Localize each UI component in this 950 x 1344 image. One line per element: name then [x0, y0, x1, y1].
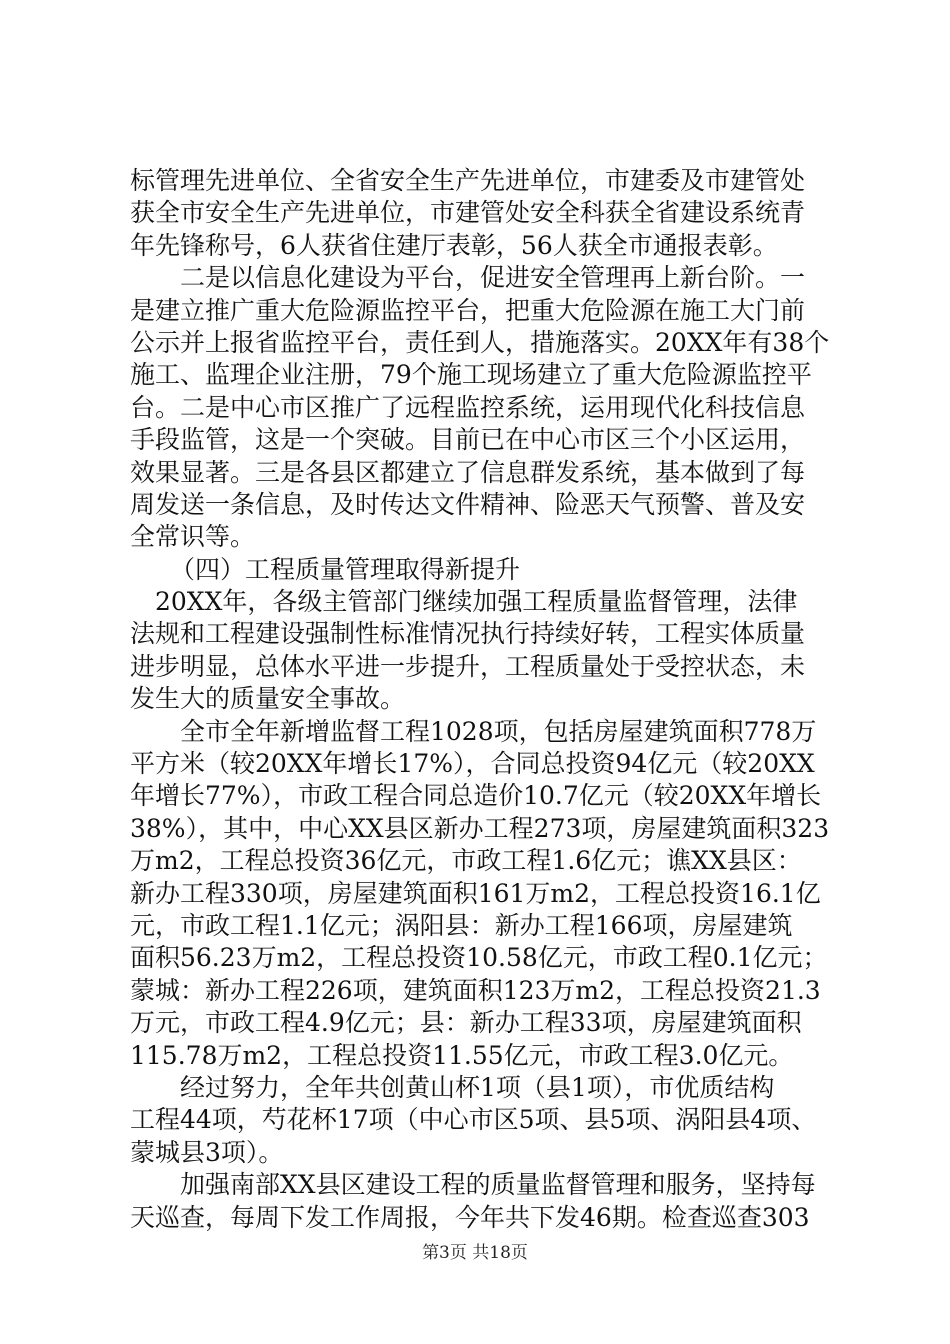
- text-line: 台。二是中心市区推广了远程监控系统，运用现代化科技信息: [130, 392, 806, 422]
- text-line: 万m2，工程总投资36亿元，市政工程1.6亿元；谯XX县区：: [130, 846, 802, 876]
- section-heading: （四）工程质量管理取得新提升: [170, 554, 521, 584]
- text-line: 全市全年新增监督工程1028项，包括房屋建筑面积778万: [180, 716, 817, 746]
- text-line: 经过努力，全年共创黄山杯1项（县1项），市优质结构: [180, 1072, 775, 1102]
- text-line: 周发送一条信息，及时传达文件精神、险恶天气预警、普及安: [130, 489, 806, 519]
- text-line: 效果显著。三是各县区都建立了信息群发系统，基本做到了每: [130, 457, 806, 487]
- page-footer: [0, 1242, 950, 1264]
- page-number: 第3页 共18页: [422, 1243, 528, 1263]
- text-line: 二是以信息化建设为平台，促进安全管理再上新台阶。一: [180, 263, 806, 293]
- text-line: 平方米（较20XX年增长17%），合同总投资94亿元（较20XX: [130, 749, 815, 779]
- text-line: 万元，市政工程4.9亿元；县：新办工程33项，房屋建筑面积: [130, 1008, 802, 1038]
- document-body: [130, 165, 830, 1234]
- text-line: 工程44项，芍花杯17项（中心市区5项、县5项、涡阳县4项、: [130, 1105, 817, 1135]
- text-line: 是建立推广重大危险源监控平台，把重大危险源在施工大门前: [130, 295, 806, 325]
- text-line: 蒙城：新办工程226项，建筑面积123万m2，工程总投资21.3: [130, 975, 821, 1005]
- text-line: 进步明显，总体水平进一步提升，工程质量处于受控状态，未: [130, 651, 806, 681]
- text-line: 年增长77%），市政工程合同总造价10.7亿元（较20XX年增长: [130, 781, 822, 811]
- text-line: 发生大的质量安全事故。: [130, 684, 406, 714]
- text-line: 38%），其中，中心XX县区新办工程273项，房屋建筑面积323: [130, 813, 830, 843]
- text-line: 标管理先进单位、全省安全生产先进单位，市建委及市建管处: [130, 166, 806, 195]
- text-line: 公示并上报省监控平台，责任到人，措施落实。20XX年有38个: [130, 327, 830, 357]
- text-line: 年先锋称号，6人获省住建厅表彰，56人获全市通报表彰。: [130, 230, 778, 260]
- text-line: 115.78万m2，工程总投资11.55亿元，市政工程3.0亿元。: [130, 1040, 794, 1070]
- text-line: 手段监管，这是一个突破。目前已在中心市区三个小区运用，: [130, 425, 806, 455]
- text-line: 法规和工程建设强制性标准情况执行持续好转，工程实体质量: [130, 619, 806, 649]
- text-line: 加强南部XX县区建设工程的质量监督管理和服务，坚持每: [180, 1170, 816, 1200]
- text-line: 施工、监理企业注册，79个施工现场建立了重大危险源监控平: [130, 360, 812, 390]
- text-line: 新办工程330项，房屋建筑面积161万m2，工程总投资16.1亿: [130, 878, 821, 908]
- text-line: 天巡查，每周下发工作周报，今年共下发46期。检查巡查303: [130, 1202, 810, 1232]
- text-line: 全常识等。: [130, 522, 256, 552]
- text-line: 20XX年，各级主管部门继续加强工程质量监督管理，法律: [155, 587, 798, 617]
- text-line: 面积56.23万m2，工程总投资10.58亿元，市政工程0.1亿元；: [130, 943, 828, 973]
- text-line: 蒙城县3项）。: [130, 1137, 284, 1167]
- text-line: 元，市政工程1.1亿元；涡阳县：新办工程166项，房屋建筑: [130, 910, 793, 940]
- text-line: 获全市安全生产先进单位，市建管处安全科获全省建设系统青: [130, 198, 806, 228]
